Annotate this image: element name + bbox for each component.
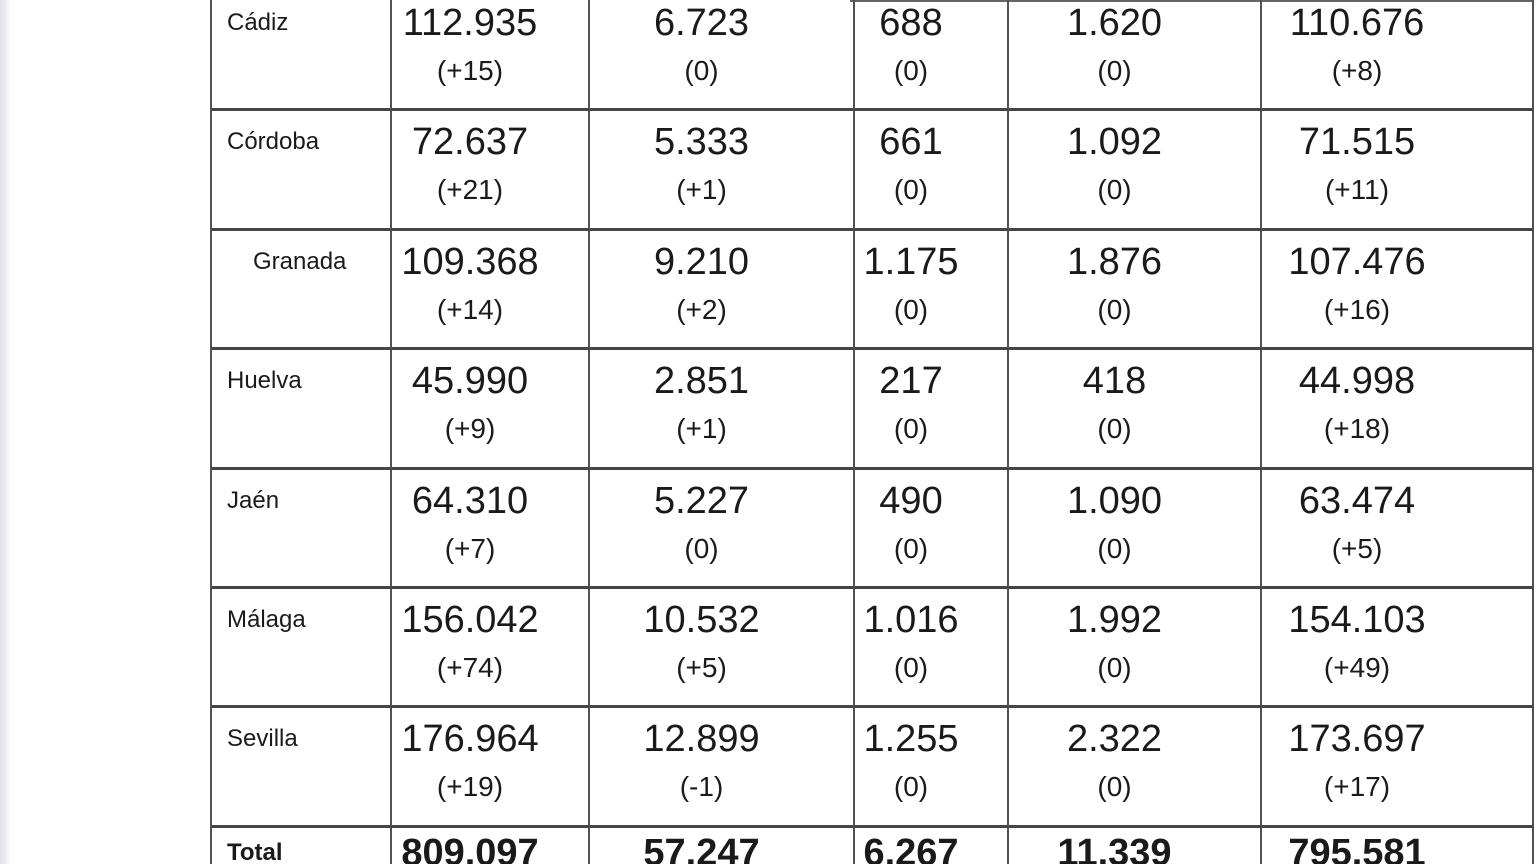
value-cell xyxy=(855,708,1009,827)
value-cell xyxy=(1262,0,1534,111)
cell-value: 1.620 xyxy=(1066,2,1163,44)
value-cell xyxy=(392,589,590,708)
value-cell xyxy=(1009,589,1262,708)
cell-delta: (0) xyxy=(1097,293,1132,325)
cell-delta: (+17) xyxy=(1323,771,1391,803)
value-cell xyxy=(590,470,855,589)
cell-delta: (+7) xyxy=(444,532,496,564)
cell-delta: (0) xyxy=(893,532,929,564)
cell-delta: (0) xyxy=(893,771,929,803)
cell-value: 1.175 xyxy=(863,240,959,283)
cell-delta: (0) xyxy=(1097,174,1132,206)
cell-delta: (0) xyxy=(893,293,929,325)
cell-value: 63.474 xyxy=(1298,479,1416,522)
cell-value: 44.998 xyxy=(1298,360,1416,403)
province-label: Cádiz xyxy=(227,9,289,36)
cell-delta: (+18) xyxy=(1323,413,1391,445)
cell-value: 112.935 xyxy=(402,2,538,44)
value-cell xyxy=(1009,828,1262,864)
value-cell xyxy=(855,828,1009,864)
value-cell xyxy=(1262,350,1534,469)
value-cell xyxy=(1262,828,1534,864)
cell-value: 176.964 xyxy=(401,718,539,761)
cell-value: 154.103 xyxy=(1288,598,1426,641)
province-cell xyxy=(212,111,392,230)
value-cell xyxy=(1009,708,1262,827)
page-edge-shadow xyxy=(0,0,11,864)
cell-value: 109.368 xyxy=(401,240,539,283)
value-cell xyxy=(1262,111,1534,230)
value-cell xyxy=(1009,231,1262,350)
cell-value: 2.322 xyxy=(1066,718,1163,761)
cell-value: 57.247 xyxy=(643,831,760,864)
value-cell xyxy=(590,0,855,111)
cell-value: 1.876 xyxy=(1066,240,1163,283)
cell-value: 1.092 xyxy=(1066,121,1163,164)
cell-delta: (0) xyxy=(893,413,929,445)
cell-delta: (+5) xyxy=(676,651,727,683)
province-cell xyxy=(212,231,392,350)
cell-value: 10.532 xyxy=(643,598,760,641)
cell-delta: (0) xyxy=(893,651,929,683)
value-cell xyxy=(1262,589,1534,708)
cell-delta: (0) xyxy=(1097,532,1132,564)
cell-value: 418 xyxy=(1082,360,1147,403)
value-cell xyxy=(590,828,855,864)
value-cell xyxy=(590,350,855,469)
province-label: Granada xyxy=(253,247,347,275)
cell-value: 1.016 xyxy=(863,598,959,641)
cell-delta: (+21) xyxy=(436,174,504,206)
value-cell xyxy=(1262,708,1534,827)
cell-value: 809.097 xyxy=(401,831,539,864)
value-cell xyxy=(855,350,1009,469)
province-label: Jaén xyxy=(227,486,280,514)
value-cell xyxy=(1262,470,1534,589)
cell-value: 64.310 xyxy=(411,479,529,522)
value-cell xyxy=(392,708,590,827)
value-cell xyxy=(1262,231,1534,350)
value-cell xyxy=(392,231,590,350)
province-cell xyxy=(212,828,392,864)
cell-delta: (0) xyxy=(684,55,719,86)
cell-value: 795.581 xyxy=(1288,831,1426,864)
province-cell xyxy=(212,708,392,827)
province-label: Huelva xyxy=(227,367,302,395)
value-cell xyxy=(590,708,855,827)
cell-delta: (+1) xyxy=(676,413,727,445)
cell-delta: (0) xyxy=(1097,771,1132,803)
cell-value: 490 xyxy=(879,479,943,522)
cell-value: 1.255 xyxy=(863,718,959,761)
cell-value: 688 xyxy=(879,2,943,44)
cell-delta: (+19) xyxy=(436,771,504,803)
province-cell xyxy=(212,0,392,111)
province-cell xyxy=(212,470,392,589)
cell-delta: (0) xyxy=(893,55,929,86)
cell-delta: (+1) xyxy=(676,174,727,206)
value-cell xyxy=(1009,350,1262,469)
cell-delta: (0) xyxy=(684,532,719,564)
cell-delta: (0) xyxy=(893,174,929,206)
cell-delta: (+8) xyxy=(1331,55,1383,86)
cell-value: 107.476 xyxy=(1288,240,1426,283)
data-table xyxy=(210,0,1534,864)
value-cell xyxy=(855,589,1009,708)
value-cell xyxy=(855,470,1009,589)
value-cell xyxy=(590,231,855,350)
province-label: Córdoba xyxy=(227,128,320,156)
cell-value: 9.210 xyxy=(653,240,750,283)
value-cell xyxy=(392,111,590,230)
cell-delta: (+14) xyxy=(436,293,504,325)
cell-value: 72.637 xyxy=(411,121,529,164)
value-cell xyxy=(392,0,590,111)
value-cell xyxy=(590,111,855,230)
value-cell xyxy=(590,589,855,708)
province-label: Total xyxy=(227,838,283,864)
cell-delta: (-1) xyxy=(679,771,724,803)
cell-value: 2.851 xyxy=(653,360,750,403)
cell-value: 12.899 xyxy=(643,718,760,761)
province-label: Málaga xyxy=(227,605,306,633)
value-cell xyxy=(855,0,1009,111)
cell-value: 71.515 xyxy=(1298,121,1416,164)
cell-delta: (0) xyxy=(1097,55,1132,86)
cell-delta: (+11) xyxy=(1324,174,1390,206)
cell-delta: (0) xyxy=(1097,413,1132,445)
cell-value: 217 xyxy=(879,360,943,403)
cell-delta: (0) xyxy=(1097,651,1132,683)
value-cell xyxy=(1009,0,1262,111)
province-cell xyxy=(212,350,392,469)
value-cell xyxy=(855,231,1009,350)
value-cell xyxy=(392,828,590,864)
cell-value: 6.267 xyxy=(863,831,959,864)
cell-value: 11.339 xyxy=(1057,831,1172,864)
cell-value: 173.697 xyxy=(1288,718,1426,761)
cell-delta: (+49) xyxy=(1323,651,1391,683)
cell-value: 661 xyxy=(879,121,943,164)
value-cell xyxy=(855,111,1009,230)
cell-delta: (+5) xyxy=(1331,532,1383,564)
cell-value: 5.227 xyxy=(653,479,750,522)
value-cell xyxy=(1009,470,1262,589)
cell-delta: (+2) xyxy=(676,293,727,325)
cell-value: 1.090 xyxy=(1066,479,1163,522)
cell-value: 6.723 xyxy=(653,2,750,44)
cell-delta: (+74) xyxy=(436,651,504,683)
cell-value: 1.992 xyxy=(1066,598,1163,641)
value-cell xyxy=(392,470,590,589)
cell-value: 5.333 xyxy=(653,121,750,164)
cell-delta: (+16) xyxy=(1323,293,1391,325)
value-cell xyxy=(392,350,590,469)
cell-value: 110.676 xyxy=(1289,2,1425,44)
value-cell xyxy=(1009,111,1262,230)
cell-delta: (+15) xyxy=(436,55,504,86)
province-cell xyxy=(212,589,392,708)
cell-value: 45.990 xyxy=(411,360,529,403)
cell-delta: (+9) xyxy=(444,413,496,445)
cell-value: 156.042 xyxy=(401,598,539,641)
province-label: Sevilla xyxy=(227,725,298,753)
